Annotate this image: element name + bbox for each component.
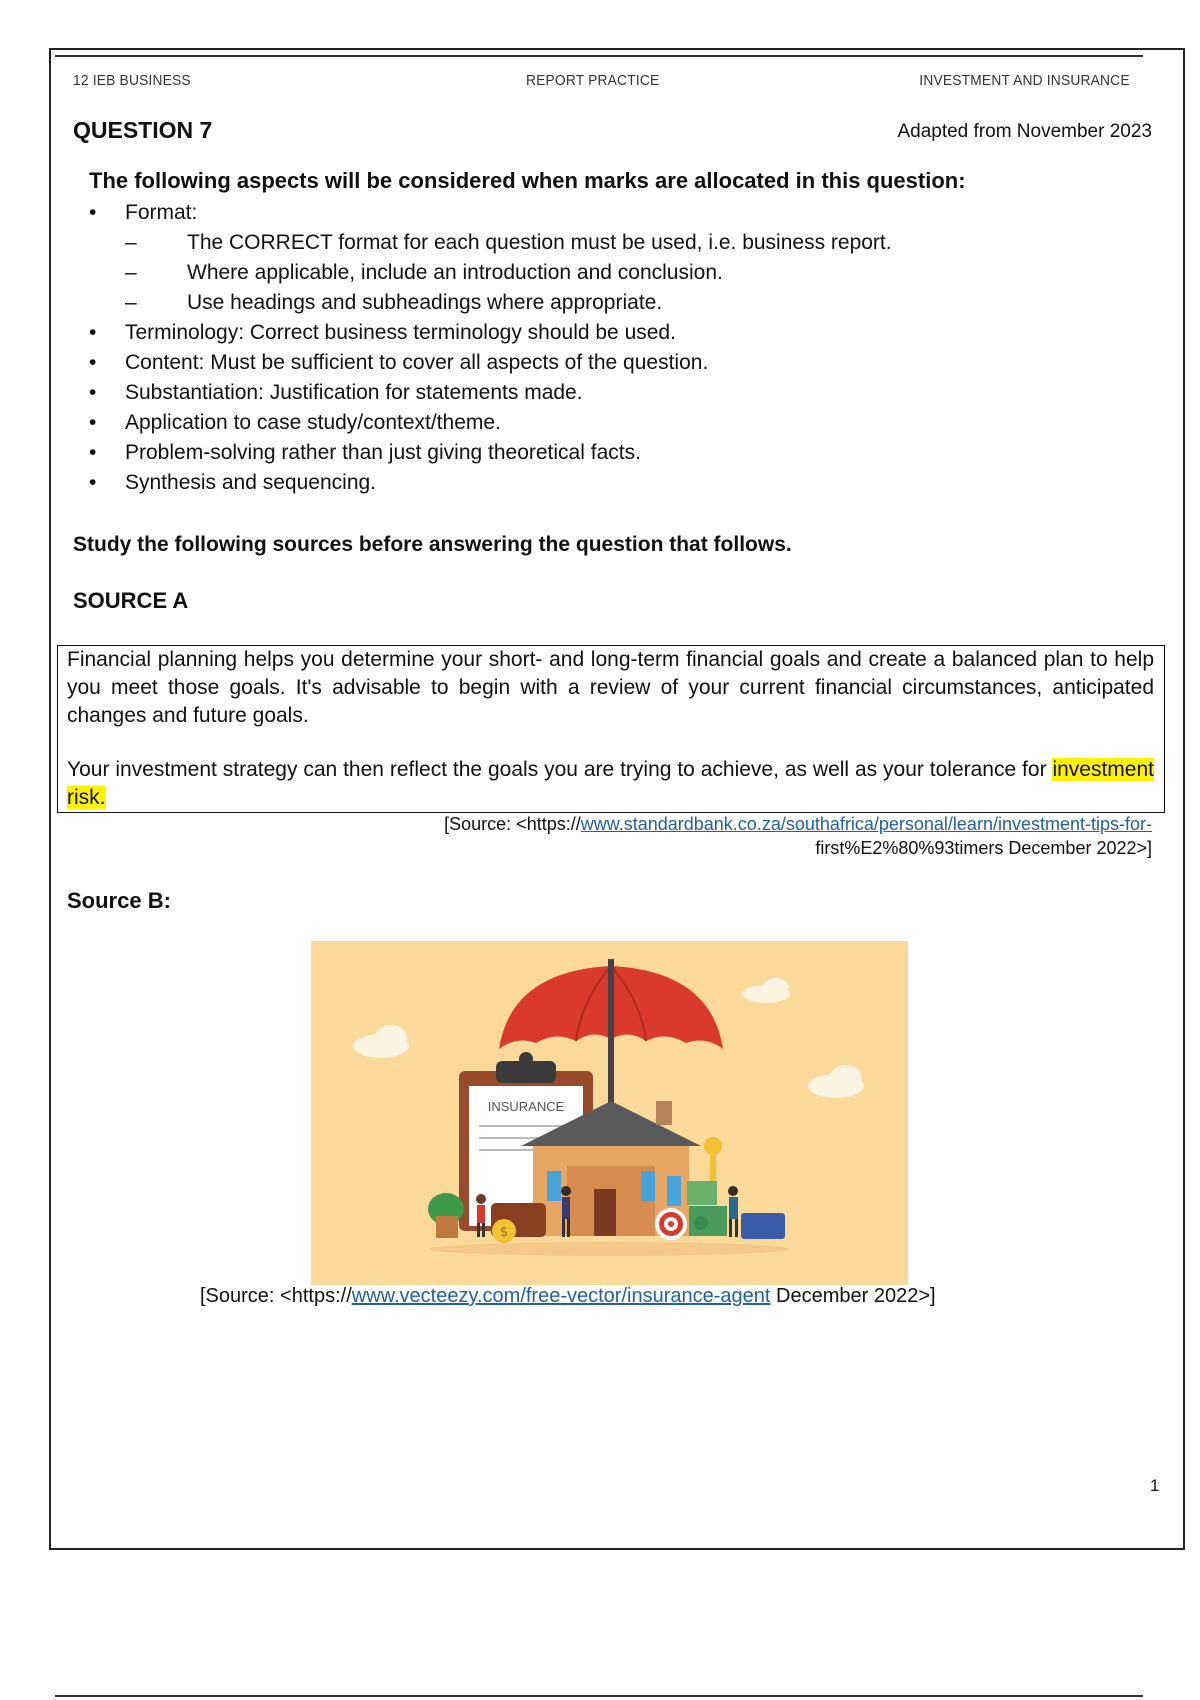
bottom-rule: [55, 1695, 1143, 1697]
bullet-icon: •: [89, 351, 97, 374]
list-item: • Synthesis and sequencing.: [89, 468, 892, 498]
bullet-icon: •: [89, 441, 97, 464]
format-sublist: [125, 228, 892, 318]
wallet-icon: [491, 1203, 546, 1243]
dash-icon: –: [125, 291, 137, 314]
person-icon: [728, 1186, 738, 1237]
source-b-citation: [Source: <https://www.vecteezy.com/free-vector/insurance-agent December 2022>]: [200, 1285, 936, 1307]
list-item: • Problem-solving rather than just giving theoretical facts.: [89, 438, 892, 468]
bullet-icon: •: [89, 321, 97, 344]
bullet-icon: •: [89, 471, 97, 494]
header-topic: INVESTMENT AND INSURANCE: [919, 72, 1130, 89]
list-item: • Application to case study/context/theme.: [89, 408, 892, 438]
plant-icon: [428, 1193, 464, 1238]
bullet-icon: •: [89, 201, 97, 224]
dash-icon: –: [125, 261, 137, 284]
source-a-link[interactable]: www.standardbank.co.za/southafrica/personal/learn/investment-tips-for-: [580, 814, 1152, 834]
format-label: Format:: [125, 201, 198, 224]
bullet-icon: •: [89, 381, 97, 404]
source-b-title: Source B:: [67, 888, 171, 913]
header-practice: REPORT PRACTICE: [526, 72, 660, 89]
page-number: 1: [1150, 1476, 1160, 1495]
credit-card-icon: [741, 1213, 785, 1239]
list-item: [89, 198, 892, 318]
list-item: • Content: Must be sufficient to cover all aspects of the question.: [89, 348, 892, 378]
insurance-illustration-svg: [311, 941, 908, 1285]
source-b-link[interactable]: www.vecteezy.com/free-vector/insurance-agent: [351, 1285, 771, 1307]
list-item: • Terminology: Correct business terminology should be used.: [89, 318, 892, 348]
list-item: • Substantiation: Justification for statements made.: [89, 378, 892, 408]
list-item: – Use headings and subheadings where appropriate.: [125, 288, 892, 318]
study-instruction: Study the following sources before answering the question that follows.: [73, 533, 792, 556]
top-rule: [55, 55, 1143, 57]
insurance-illustration: [311, 941, 908, 1285]
dash-icon: –: [125, 231, 137, 254]
highlighted-text: investment risk.: [67, 758, 1154, 809]
insurance-label: INSURANCE: [487, 1099, 565, 1114]
target-icon: [655, 1208, 687, 1240]
header-subject: 12 IEB BUSINESS: [73, 72, 191, 89]
bullet-icon: •: [89, 411, 97, 434]
question-title: QUESTION 7: [73, 117, 213, 143]
money-icon: [687, 1181, 727, 1236]
aspects-list: [89, 198, 892, 498]
key-icon: [704, 1137, 722, 1181]
source-a-paragraph-2: Your investment strategy can then reflect the goals you are trying to achieve, as well as your tolerance for investment risk.: [67, 758, 1154, 809]
source-a-title: SOURCE A: [73, 588, 189, 613]
aspects-heading: The following aspects will be considered when marks are allocated in this question:: [89, 168, 966, 193]
source-a-paragraph-1: Financial planning helps you determine your short- and long-term financial goals and create a balanced plan to help you meet those goals. It's advisable to begin with a review of your current financial circumstances, anticipated changes and future goals.: [67, 648, 1154, 727]
ground-shadow: [429, 1242, 789, 1256]
source-a-box: [57, 645, 1165, 813]
list-item: – Where applicable, include an introduction and conclusion.: [125, 258, 892, 288]
list-item: – The CORRECT format for each question must be used, i.e. business report.: [125, 228, 892, 258]
source-a-citation: [Source: <https://www.standardbank.co.za/southafrica/personal/learn/investment-tips-for- first%E2%80%93timers December 2022>]: [444, 814, 1152, 858]
svg-text:$: $: [499, 1225, 509, 1240]
adapted-note: Adapted from November 2023: [897, 121, 1152, 142]
